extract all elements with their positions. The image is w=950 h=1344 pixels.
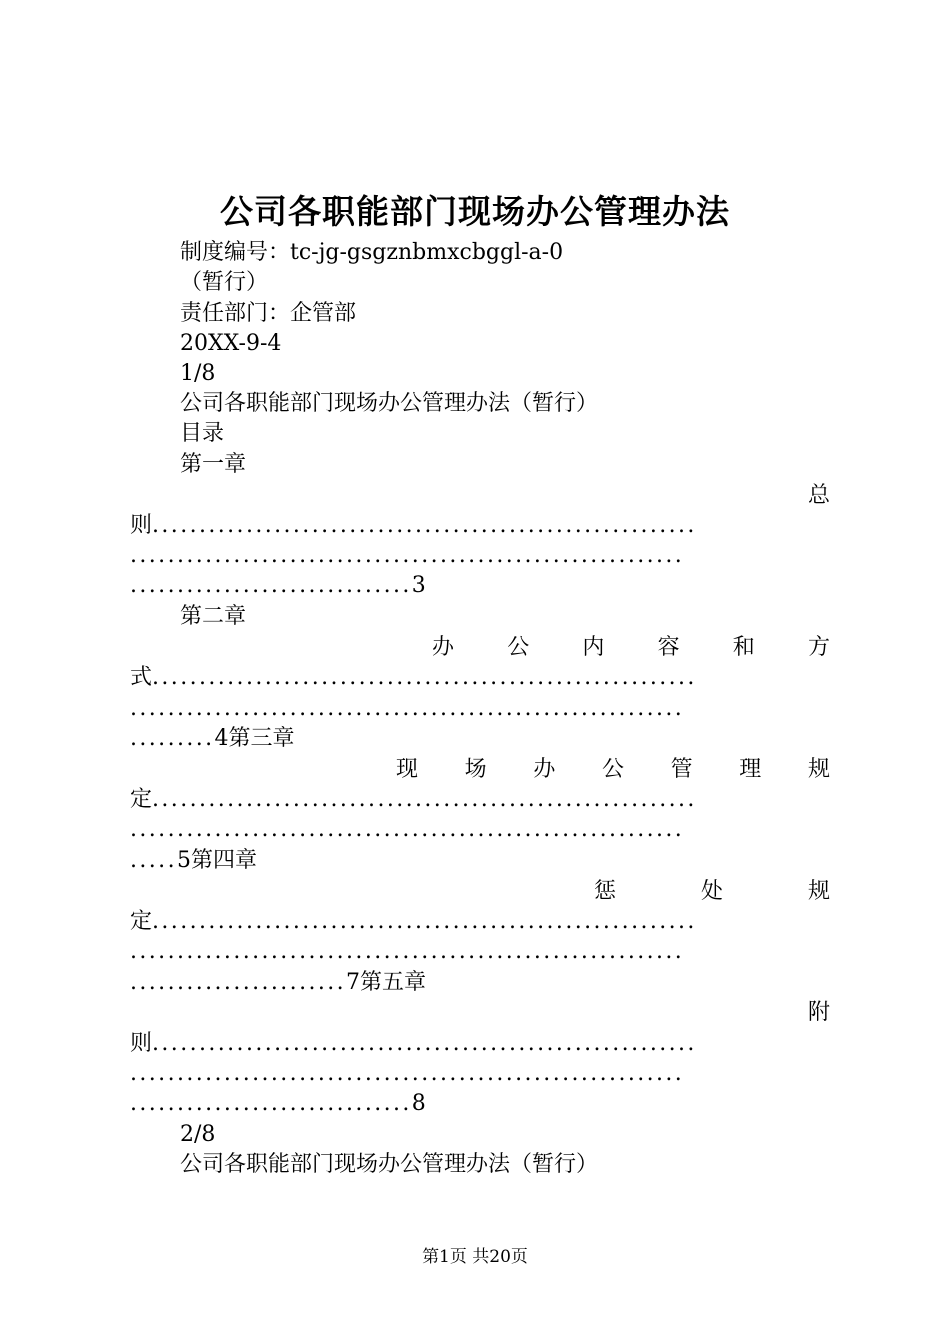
- toc-ch2-name: [432, 633, 830, 663]
- toc-ch1-label: 第一章: [180, 452, 247, 477]
- toc-ch1-leader-3: ..............................3: [130, 573, 426, 598]
- toc-ch3-leader-3: .....5第四章: [130, 848, 257, 873]
- toc-ch5-name-first: 附: [807, 1000, 830, 1025]
- toc-ch4-name-last: 定: [130, 909, 153, 934]
- toc-ch3-char: 公: [601, 757, 624, 782]
- toc-ch5-name-last: 则: [130, 1031, 153, 1056]
- toc-ch3-char: 办: [533, 757, 556, 782]
- toc-ch3-name: [396, 755, 830, 785]
- toc-ch5-page: 8: [411, 1091, 426, 1116]
- toc-ch3-char: 规: [807, 757, 830, 782]
- toc-ch2-char: 和: [732, 635, 755, 660]
- toc-ch3-leader-2: ...........................................................: [130, 817, 685, 842]
- toc-ch1-name-last: 则: [130, 513, 153, 538]
- toc-ch3-char: 理: [739, 757, 762, 782]
- toc-ch2-label: 第二章: [180, 604, 247, 629]
- toc-ch5-leader-2: ...........................................................: [130, 1061, 685, 1086]
- toc-ch4-leader-1: 定..........................................................: [130, 909, 697, 934]
- provisional-label: （暂行）: [180, 270, 269, 295]
- toc-ch3-char: 现: [396, 757, 419, 782]
- toc-heading: 目录: [180, 421, 225, 446]
- toc-ch2-name-last: 式: [130, 665, 153, 690]
- toc-ch2-char: 容: [657, 635, 680, 660]
- toc-ch3-leader-1: 定..........................................................: [130, 787, 697, 812]
- toc-ch4-leader-2: ...........................................................: [130, 939, 685, 964]
- page-footer: 第1页 共20页: [422, 1247, 528, 1267]
- toc-ch5-leader-3: ..............................8: [130, 1091, 426, 1116]
- toc-ch2-leader-1: 式..........................................................: [130, 665, 697, 690]
- toc-ch5-label: 第五章: [360, 970, 427, 995]
- subtitle-2: 公司各职能部门现场办公管理办法（暂行）: [180, 1152, 599, 1177]
- toc-ch3-char: 管: [670, 757, 693, 782]
- subtitle-1: 公司各职能部门现场办公管理办法（暂行）: [180, 391, 599, 416]
- toc-ch3-name-last: 定: [130, 787, 153, 812]
- toc-ch3-char: 场: [464, 757, 487, 782]
- toc-ch4-label: 第四章: [190, 848, 257, 873]
- toc-ch3-label: 第三章: [228, 726, 295, 751]
- toc-ch4-char: 处: [700, 879, 723, 904]
- toc-ch1-leader-1: 则..........................................................: [130, 513, 697, 538]
- toc-ch4-char: 规: [807, 879, 830, 904]
- toc-ch2-leader-2: ...........................................................: [130, 696, 685, 721]
- toc-ch1-page: 3: [411, 573, 426, 598]
- date-line: 20XX-9-4: [180, 331, 282, 356]
- toc-ch4-char: 惩: [594, 879, 617, 904]
- toc-ch1-leader-2: ...........................................................: [130, 543, 685, 568]
- toc-ch4-name: [594, 877, 830, 907]
- toc-ch5-leader-1: 则..........................................................: [130, 1031, 697, 1056]
- page-marker-1: 1/8: [180, 361, 216, 386]
- code-line: 制度编号：tc-jg-gsgznbmxcbggl-a-0: [180, 240, 564, 265]
- toc-ch2-char: 公: [507, 635, 530, 660]
- toc-ch4-leader-3: .......................7第五章: [130, 970, 427, 995]
- toc-ch2-char: 内: [582, 635, 605, 660]
- page-marker-2: 2/8: [180, 1122, 216, 1147]
- toc-ch1-name-first: 总: [807, 483, 830, 508]
- toc-ch2-char: 方: [807, 635, 830, 660]
- toc-ch2-leader-3: .........4第三章: [130, 726, 295, 751]
- toc-ch2-page: 4: [214, 726, 229, 751]
- toc-ch2-char: 办: [432, 635, 455, 660]
- toc-ch3-page: 5: [176, 848, 191, 873]
- toc-ch4-page: 7: [346, 970, 361, 995]
- dept-line: 责任部门：企管部: [180, 301, 357, 326]
- document-title: 公司各职能部门现场办公管理办法: [220, 192, 730, 231]
